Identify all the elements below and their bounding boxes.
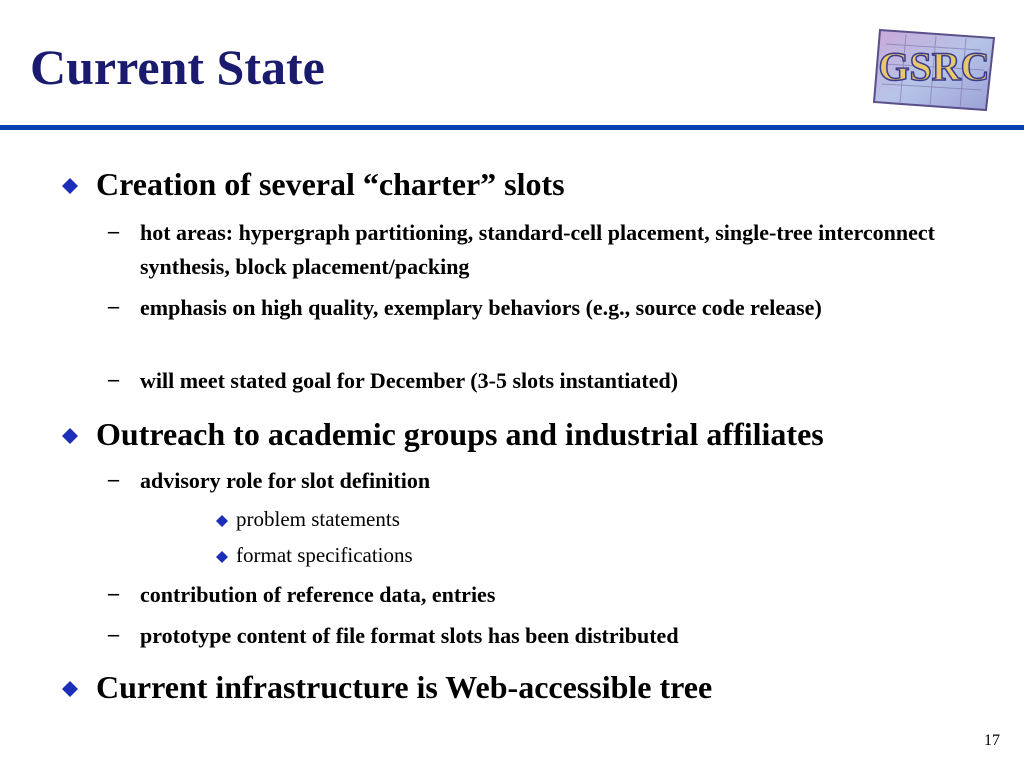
sub-sub-bullet-2-1-2: format specifications [236, 543, 413, 567]
dash-icon: – [108, 580, 119, 605]
dash-icon: – [108, 366, 119, 391]
diamond-bullet-icon [216, 551, 228, 563]
sub-bullet-2-1: advisory role for slot definition [140, 468, 431, 493]
dash-icon: – [108, 621, 119, 646]
diamond-bullet-icon [62, 681, 78, 697]
sub-sub-bullet-2-1-1: problem statements [236, 507, 400, 531]
page-number: 17 [984, 732, 1000, 749]
bullet-1: Creation of several “charter” slots [96, 166, 565, 202]
diamond-bullet-icon [62, 178, 78, 194]
sub-bullet-1-3: will meet stated goal for December (3-5 slots instantiated) [140, 368, 679, 393]
bullet-3: Current infrastructure is Web-accessible tree [96, 669, 713, 705]
sub-bullet-2-2: contribution of reference data, entries [140, 582, 496, 607]
sub-bullet-1-2: emphasis on high quality, exemplary behaviors (e.g., source code release) [140, 295, 822, 320]
diamond-bullet-icon [216, 515, 228, 527]
sub-bullet-2-3: prototype content of file format slots has been distributed [140, 623, 679, 648]
logo-text: GSRC [878, 44, 990, 89]
dash-icon: – [108, 466, 119, 491]
slide-title: Current State [30, 39, 325, 95]
dash-icon: – [108, 218, 119, 243]
dash-icon: – [108, 293, 119, 318]
diamond-bullet-icon [62, 428, 78, 444]
bullet-2: Outreach to academic groups and industrial affiliates [96, 416, 824, 452]
sub-bullet-1-1: hot areas: hypergraph partitioning, standard-cell placement, single-tree interconnect synthesis, block placement/packing [140, 220, 935, 279]
